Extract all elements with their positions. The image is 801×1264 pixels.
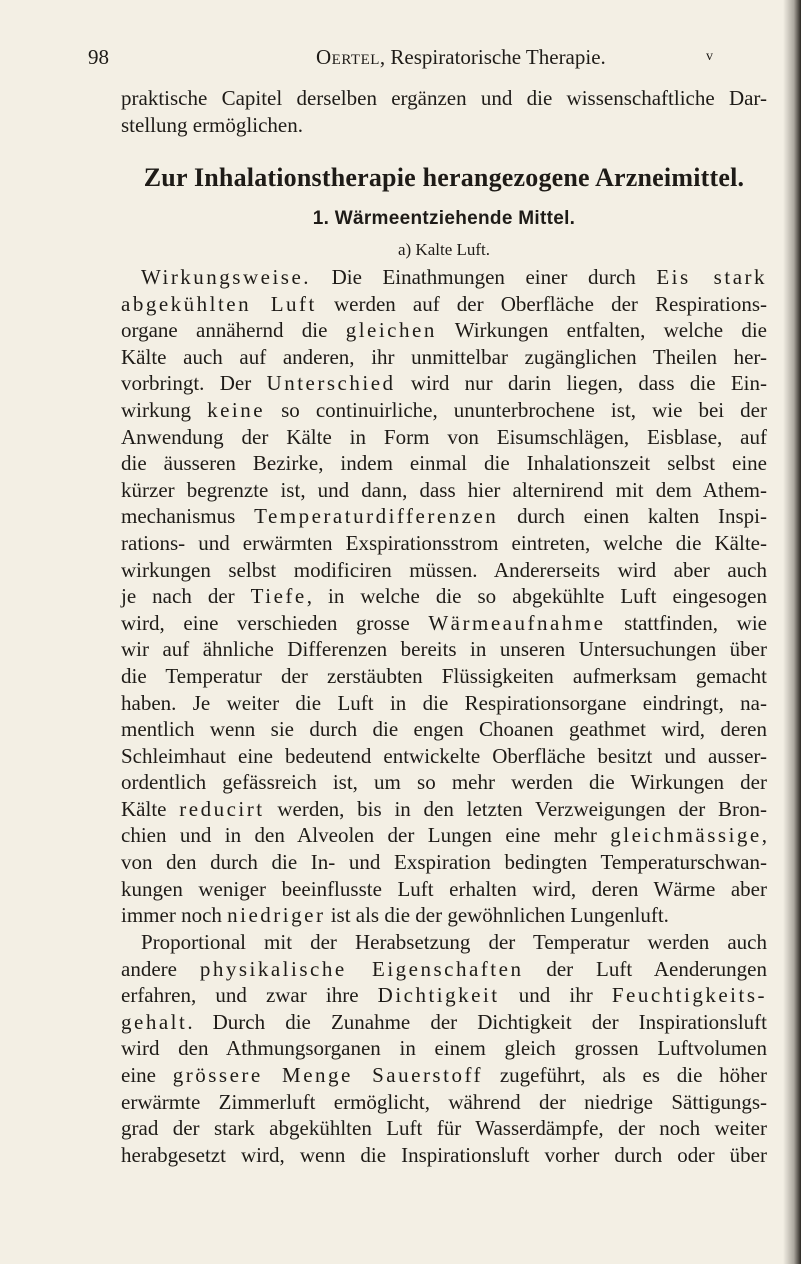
text-line: stellung ermöglichen. xyxy=(121,112,303,137)
text-line: organe annähernd die gleichen Wirkungen entfalten, welche die xyxy=(121,318,767,343)
running-title xyxy=(316,44,606,70)
text-line: gehalt. Durch die Zunahme der Dichtigkeit der Inspirationsluft xyxy=(121,1009,767,1034)
text-line: die Temperatur der zerstäubten Flüssigkeiten aufmerksam gemacht xyxy=(121,663,767,688)
text-line: wird, eine verschieden grosse Wärmeaufnahme stattfinden, wie xyxy=(121,610,767,635)
page-edge-shadow xyxy=(783,0,801,1264)
subsubsection-heading: a) Kalte Luft. xyxy=(397,240,491,259)
text-line: ordentlich gefässreich ist, um so mehr werden die Wirkungen der xyxy=(121,770,767,795)
text-line: kürzer begrenzte ist, und dann, dass hier alternirend mit dem Athem- xyxy=(121,477,767,502)
section-heading: Zur Inhalationstherapie herangezogene Arzneimittel. xyxy=(143,163,745,192)
intro-text xyxy=(121,85,767,138)
text-line: praktische Capitel derselben ergänzen und die wissenschaftliche Dar- xyxy=(121,86,767,110)
paragraph-1 xyxy=(121,264,767,929)
text-line: andere physikalische Eigenschaften der Luft Aenderungen xyxy=(121,956,767,981)
stray-mark: v xyxy=(706,49,713,64)
text-line: kungen weniger beeinflusste Luft erhalten wird, deren Wärme aber xyxy=(121,876,767,901)
page-number: 98 xyxy=(88,45,109,69)
text-line: eine grössere Menge Sauerstoff zugeführt, als es die höher xyxy=(121,1062,767,1087)
text-line: wirkung keine so continuirliche, ununterbrochene ist, wie bei der xyxy=(121,397,767,422)
book-title: , Respiratorische Therapie. xyxy=(379,45,606,69)
subsection-heading: 1. Wärmeentziehende Mittel. xyxy=(312,208,576,229)
text-line: wirkungen selbst modificiren müssen. Andererseits wird aber auch xyxy=(121,557,767,582)
text-line: wir auf ähnliche Differenzen bereits in unseren Untersuchungen über xyxy=(121,637,767,662)
text-line: herabgesetzt wird, wenn die Inspirationsluft vorher durch oder über xyxy=(121,1142,767,1167)
text-line: mentlich wenn sie durch die engen Choanen geathmet wird, deren xyxy=(121,717,767,742)
text-line: grad der stark abgekühlten Luft für Wasserdämpfe, der noch weiter xyxy=(121,1116,767,1141)
text-line: Wirkungsweise. Die Einathmungen einer durch Eis stark xyxy=(141,265,768,289)
text-line: Anwendung der Kälte in Form von Eisumschlägen, Eisblase, auf xyxy=(121,424,767,449)
text-line: Kälte auch auf anderen, ihr unmittelbar zugänglichen Theilen her- xyxy=(121,344,767,369)
text-line: erwärmte Zimmerluft ermöglicht, während der niedrige Sättigungs- xyxy=(121,1089,767,1114)
paragraph-2 xyxy=(121,929,767,1168)
text-line: rations- und erwärmten Exspirationsstrom eintreten, welche die Kälte- xyxy=(121,530,767,555)
text-line: die äusseren Bezirke, indem einmal die Inhalationszeit selbst eine xyxy=(121,451,767,476)
text-line: immer noch niedriger ist als die der gewöhnlichen Lungenluft. xyxy=(121,903,669,928)
text-line: erfahren, und zwar ihre Dichtigkeit und ihr Feuchtigkeits- xyxy=(121,983,768,1008)
text-line: je nach der Tiefe, in welche die so abgekühlte Luft eingesogen xyxy=(121,584,767,609)
text-line: Proportional mit der Herabsetzung der Temperatur werden auch xyxy=(141,930,767,954)
text-line: chien und in den Alveolen der Lungen eine mehr gleichmässige, xyxy=(121,823,767,848)
text-line: vorbringt. Der Unterschied wird nur darin liegen, dass die Ein- xyxy=(121,371,767,396)
text-line: Kälte reducirt werden, bis in den letzten Verzweigungen der Bron- xyxy=(121,796,767,821)
text-line: wird den Athmungsorganen in einem gleich grossen Luftvolumen xyxy=(121,1036,767,1061)
text-line: von den durch die In- und Exspiration bedingten Temperaturschwan- xyxy=(121,850,767,875)
text-line: mechanismus Temperaturdifferenzen durch einen kalten Inspi- xyxy=(121,504,768,529)
text-line: haben. Je weiter die Luft in die Respirationsorgane eindringt, na- xyxy=(121,690,767,715)
author-name: Oertel xyxy=(316,45,380,69)
text-line: abgekühlten Luft werden auf der Oberfläche der Respirations- xyxy=(121,291,767,316)
text-line: Schleimhaut eine bedeutend entwickelte Oberfläche besitzt und ausser- xyxy=(121,743,767,768)
